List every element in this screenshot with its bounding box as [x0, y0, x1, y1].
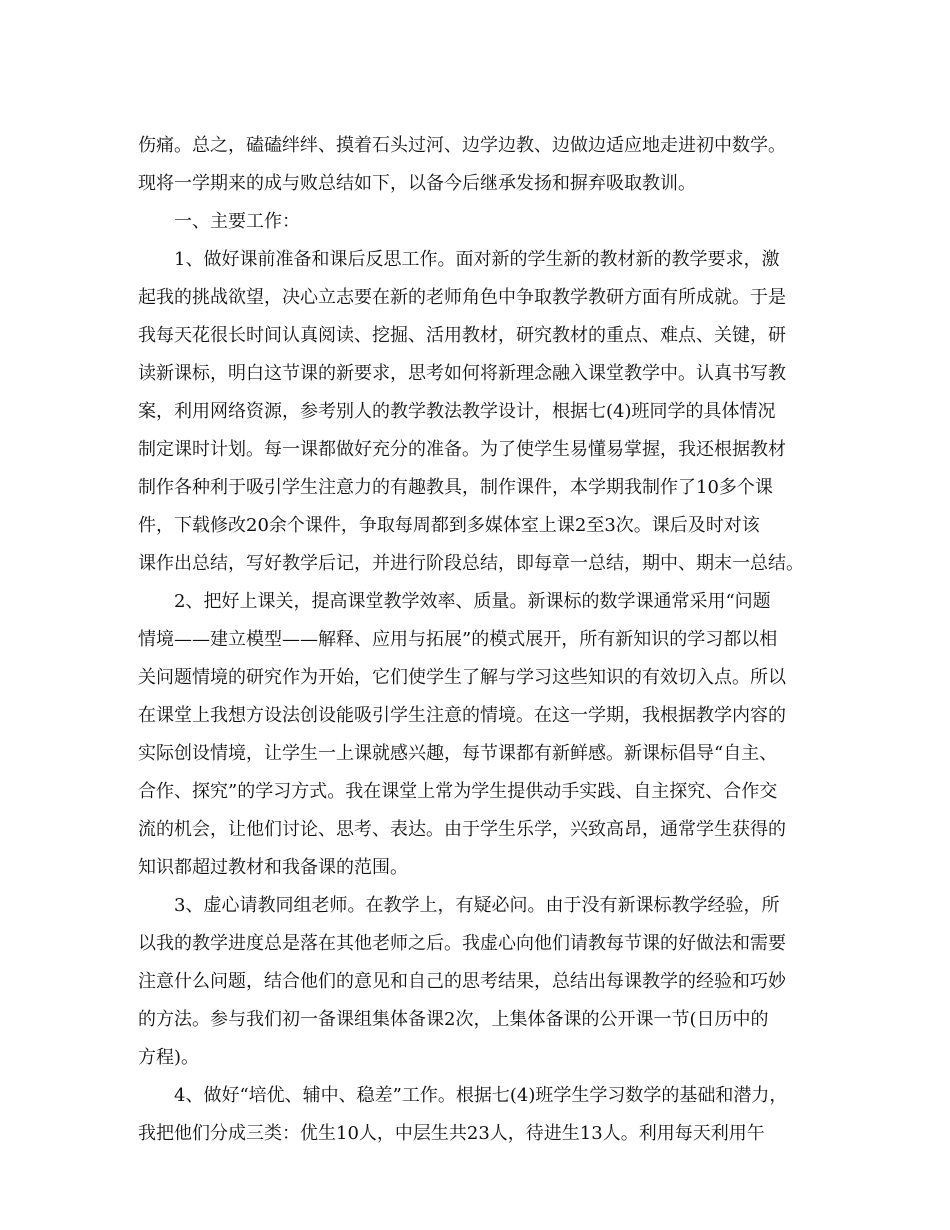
text-line: 实际创设情境，让学生一上课就感兴趣，每节课都有新鲜感。新课标倡导“自主、: [138, 743, 778, 764]
text-line: 起我的挑战欲望，决心立志要在新的老师角色中争取教学教研方面有所成就。于是: [138, 287, 786, 308]
text-line: 知识都超过教材和我备课的范围。: [138, 857, 408, 878]
text-line: 的方法。参与我们初一备课组集体备课2次，上集体备课的公开课一节(日历中的: [138, 1009, 769, 1030]
text-line: 注意什么问题，结合他们的意见和自己的思考结果，总结出每课教学的经验和巧妙: [138, 971, 786, 992]
text-line: 1、做好课前准备和课后反思工作。面对新的学生新的教材新的教学要求，激: [138, 249, 780, 270]
text-line: 情境——建立模型——解释、应用与拓展”的模式展开，所有新知识的学习都以相: [138, 629, 778, 650]
text-line: 制作各种利于吸引学生注意力的有趣教具，制作课件，本学期我制作了10多个课: [138, 477, 773, 498]
text-line: 3、虚心请教同组老师。在教学上，有疑必问。由于没有新课标教学经验，所: [138, 895, 780, 916]
text-line: 我每天花很长时间认真阅读、挖掘、活用教材，研究教材的重点、难点、关键，研: [138, 325, 786, 346]
text-line: 课作出总结，写好教学后记，并进行阶段总结，即每章一总结，期中、期末一总结。: [138, 553, 804, 574]
text-line: 制定课时计划。每一课都做好充分的准备。为了使学生易懂易掌握，我还根据教材: [138, 439, 786, 460]
text-line: 合作、探究”的学习方式。我在课堂上常为学生提供动手实践、自主探究、合作交: [138, 781, 778, 802]
text-line: 流的机会，让他们讨论、思考、表达。由于学生乐学，兴致高昂，通常学生获得的: [138, 819, 786, 840]
text-line: 读新课标，明白这节课的新要求，思考如何将新理念融入课堂教学中。认真书写教: [138, 363, 786, 384]
text-line: 关问题情境的研究作为开始，它们使学生了解与学习这些知识的有效切入点。所以: [138, 667, 786, 688]
text-line: 在课堂上我想方设法创设能吸引学生注意的情境。在这一学期，我根据教学内容的: [138, 705, 786, 726]
text-line: 方程)。: [138, 1047, 200, 1068]
text-line: 4、做好“培优、辅中、稳差”工作。根据七(4)班学生学习数学的基础和潜力，: [138, 1085, 788, 1106]
text-line: 案，利用网络资源，参考别人的教学教法教学设计，根据七(4)班同学的具体情况: [138, 401, 776, 422]
text-line: 件，下载修改20余个课件，争取每周都到多媒体室上课2至3次。课后及时对该: [138, 515, 760, 536]
text-line: 伤痛。总之，磕磕绊绊、摸着石头过河、边学边教、边做边适应地走进初中数学。: [138, 135, 786, 156]
text-line: 2、把好上课关，提高课堂教学效率、质量。新课标的数学课通常采用“问题: [138, 591, 771, 612]
text-line: 现将一学期来的成与败总结如下，以备今后继承发扬和摒弃吸取教训。: [138, 173, 696, 194]
text-line: 以我的教学进度总是落在其他老师之后。我虚心向他们请教每节课的好做法和需要: [138, 933, 786, 954]
section-heading: 一、主要工作：: [138, 211, 300, 232]
text-line: 我把他们分成三类：优生10人，中层生共23人，待进生13人。利用每天利用午: [138, 1123, 765, 1144]
